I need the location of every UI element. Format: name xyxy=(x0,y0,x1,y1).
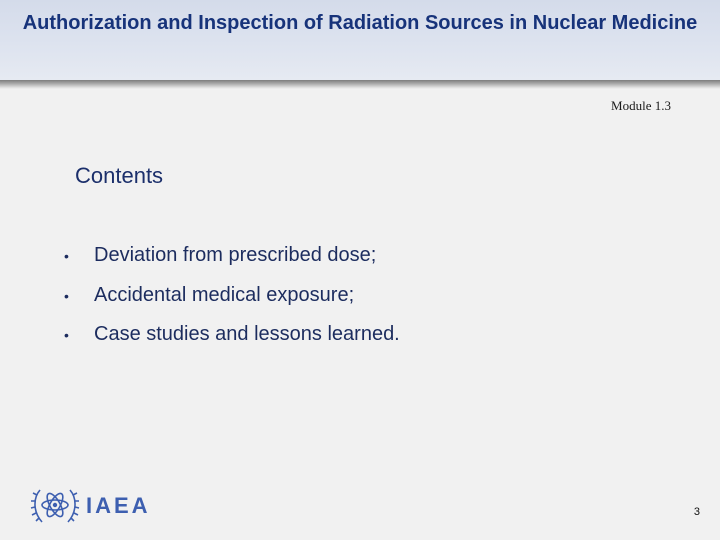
bullet-text: Accidental medical exposure; xyxy=(94,283,355,306)
iaea-logo-text: IAEA xyxy=(86,493,151,518)
section-title: Contents xyxy=(75,163,164,188)
bullet-icon: • xyxy=(64,327,69,343)
slide-title: Authorization and Inspection of Radiation Sources in Nuclear Medicine xyxy=(22,12,698,34)
bullet-list xyxy=(64,244,400,363)
bullet-item xyxy=(64,244,400,284)
module-label: Module 1.3 xyxy=(611,98,671,113)
page-number: 3 xyxy=(693,506,700,518)
bullet-text: Deviation from prescribed dose; xyxy=(94,244,377,266)
bullet-icon: • xyxy=(64,287,69,304)
bullet-item xyxy=(64,284,400,324)
bullet-icon: • xyxy=(64,248,69,264)
header-shadow-divider xyxy=(0,80,720,89)
iaea-atom-wreath-icon xyxy=(30,482,80,528)
bullet-text: Case studies and lessons learned. xyxy=(94,323,400,345)
bullet-item xyxy=(64,323,400,363)
